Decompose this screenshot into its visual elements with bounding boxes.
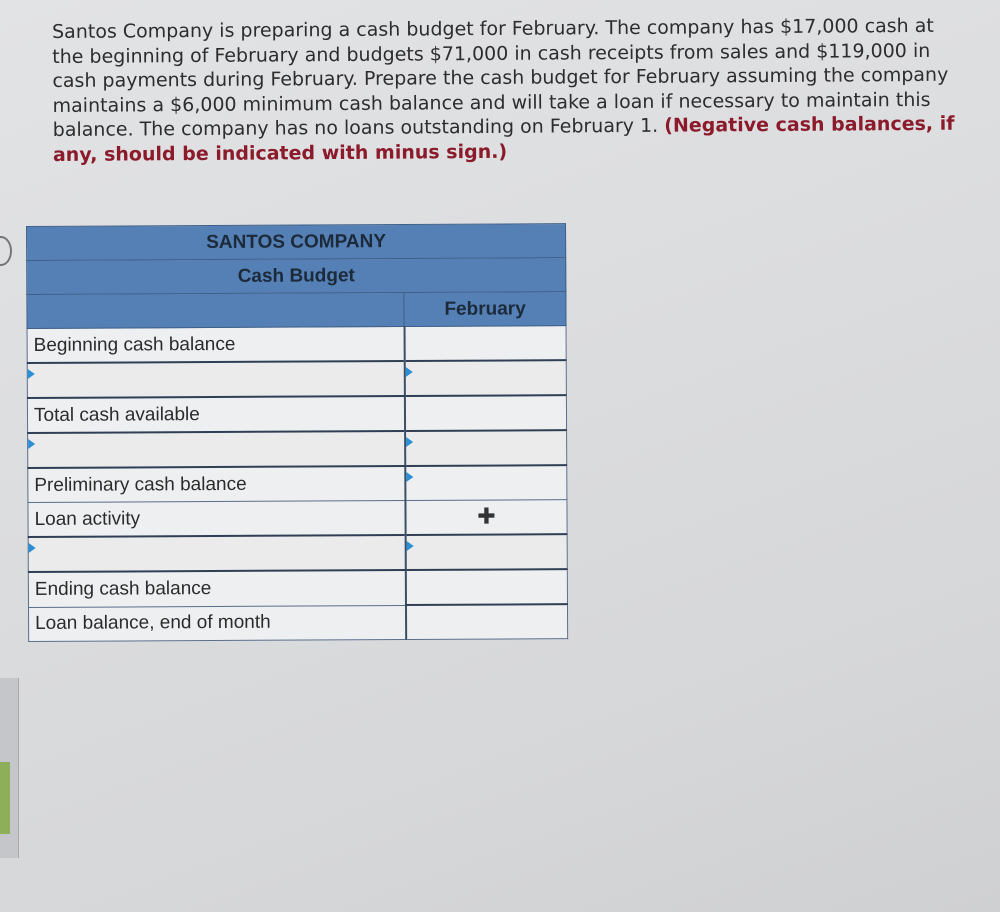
company-name: SANTOS COMPANY	[27, 224, 566, 261]
amount-input[interactable]	[405, 534, 567, 570]
blue-triangle-flag-icon	[28, 368, 35, 378]
row-label: Preliminary cash balance	[28, 466, 405, 502]
cash-budget-table	[26, 223, 568, 642]
row-label: Beginning cash balance	[27, 327, 404, 363]
row-label-select[interactable]	[27, 361, 404, 398]
row-label-select[interactable]	[28, 535, 405, 572]
table-row	[28, 534, 567, 572]
table-row	[27, 326, 566, 363]
blue-triangle-flag-icon	[406, 540, 413, 550]
prompt-text: Santos Company is preparing a cash budget for February. The company has $17,000 cash at the beginning of February and budgets $71,000 in cash receipts from sales and $119,000 in cash payments during February. Prepare the cash budget for February assuming the company maintains a $6,000 minimum cash balance and will take a loan if necessary to maintain this balance. The company has no loans outstanding on February 1.	[52, 14, 949, 141]
amount-input[interactable]	[406, 569, 568, 605]
table-row	[27, 360, 566, 398]
blue-triangle-flag-icon	[406, 436, 413, 446]
crosshair-plus-icon: ✚	[477, 503, 496, 529]
row-label: Ending cash balance	[28, 570, 405, 607]
amount-input[interactable]	[405, 395, 567, 431]
row-label: Loan balance, end of month	[28, 605, 405, 641]
amount-input[interactable]	[404, 326, 566, 361]
amount-input[interactable]	[405, 430, 567, 466]
blue-triangle-flag-icon	[29, 542, 36, 552]
amount-input[interactable]	[406, 604, 568, 639]
row-label-select[interactable]	[28, 431, 405, 468]
blue-triangle-flag-icon	[406, 366, 413, 376]
blue-triangle-flag-icon	[406, 471, 413, 481]
amount-input[interactable]	[404, 360, 566, 396]
table-row	[28, 500, 567, 537]
table-row	[28, 430, 567, 468]
question-prompt	[52, 14, 963, 167]
table-row	[28, 569, 567, 607]
budget-title: Cash Budget	[27, 258, 566, 295]
amount-input[interactable]	[405, 500, 567, 535]
side-panel-tab[interactable]	[0, 678, 19, 858]
table-row	[28, 465, 567, 502]
amount-input[interactable]	[405, 465, 567, 500]
row-label: Total cash available	[27, 396, 404, 433]
table-row	[27, 395, 566, 433]
header-blank	[27, 293, 404, 329]
window-edge-marker	[0, 236, 12, 266]
table-row	[28, 604, 567, 641]
prompt-emphasis: (Negative cash balances, if any, should be indicated with minus sign.)	[52, 112, 955, 166]
side-panel-accent	[0, 762, 10, 834]
column-header-february: February	[404, 292, 566, 327]
row-label: Loan activity	[28, 501, 405, 537]
blue-triangle-flag-icon	[28, 438, 35, 448]
